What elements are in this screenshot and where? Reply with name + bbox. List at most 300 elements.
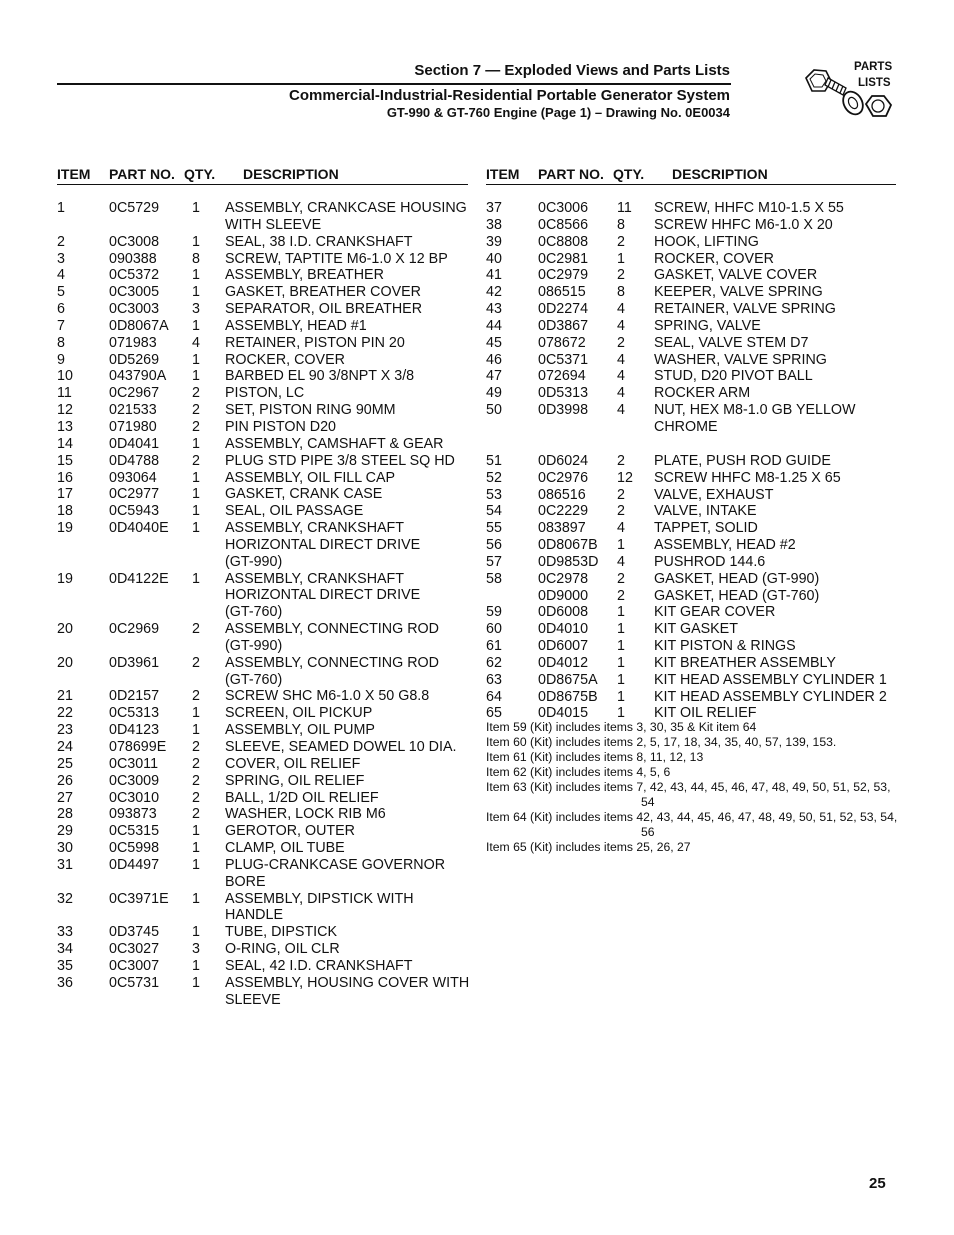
page-number: 25 bbox=[869, 1175, 886, 1192]
table-row bbox=[486, 301, 898, 318]
table-row bbox=[486, 453, 898, 470]
quantity: 2 bbox=[192, 621, 200, 638]
description: PISTON, LC bbox=[225, 385, 305, 402]
item-number: 24 bbox=[57, 739, 73, 755]
table-row bbox=[57, 891, 472, 925]
table-row bbox=[57, 470, 472, 487]
part-number: 0D4041 bbox=[109, 435, 160, 452]
quantity: 1 bbox=[617, 671, 625, 688]
table-row bbox=[57, 857, 472, 891]
part-number: 0C5943 bbox=[109, 503, 160, 520]
quantity: 4 bbox=[617, 317, 625, 334]
table-row bbox=[486, 251, 898, 268]
description: PLATE, PUSH ROD GUIDE bbox=[654, 452, 831, 469]
header-qty: QTY. bbox=[613, 166, 645, 182]
quantity: 1 bbox=[192, 486, 200, 503]
logo-word-lists: LISTS bbox=[858, 77, 891, 89]
quantity: 1 bbox=[617, 688, 625, 705]
table-row bbox=[486, 571, 898, 588]
part-number: 0D8675A bbox=[538, 671, 598, 688]
item-number: 37 bbox=[486, 200, 502, 216]
kit-note: Item 64 (Kit) includes items 42, 43, 44, 45, 46, 47, 48, 49, 50, 51, 52, 53, 54, 56 bbox=[486, 810, 898, 839]
item-number: 41 bbox=[486, 267, 502, 284]
item-number: 46 bbox=[486, 351, 502, 368]
part-number: 0D4122E bbox=[109, 570, 169, 587]
item-number: 23 bbox=[57, 722, 73, 739]
item-number: 13 bbox=[57, 418, 73, 435]
quantity: 2 bbox=[192, 654, 200, 671]
item-number: 49 bbox=[486, 385, 502, 402]
part-number: 0D4010 bbox=[538, 621, 589, 638]
parts-table-left bbox=[57, 200, 472, 1009]
part-number: 0C5371 bbox=[538, 351, 589, 368]
description: TUBE, DIPSTICK bbox=[225, 924, 338, 941]
description: KIT PISTON & RINGS bbox=[654, 638, 796, 655]
item-number: 30 bbox=[57, 840, 73, 857]
part-number: 0C2978 bbox=[538, 570, 589, 587]
part-number: 0C3007 bbox=[109, 957, 160, 974]
table-row bbox=[486, 284, 898, 301]
table-row bbox=[57, 200, 472, 234]
quantity: 2 bbox=[617, 570, 625, 587]
quantity: 1 bbox=[192, 957, 200, 974]
item-number: 2 bbox=[57, 233, 65, 250]
item-number: 17 bbox=[57, 486, 73, 503]
quantity: 2 bbox=[617, 486, 625, 503]
quantity: 1 bbox=[617, 705, 625, 722]
quantity: 4 bbox=[617, 385, 625, 402]
description: STUD, D20 PIVOT BALL bbox=[654, 368, 813, 385]
quantity: 12 bbox=[617, 469, 633, 486]
part-number: 0C8808 bbox=[538, 233, 589, 250]
table-row bbox=[486, 604, 898, 621]
description: SEAL, OIL PASSAGE bbox=[225, 503, 364, 520]
quantity: 1 bbox=[192, 856, 200, 873]
table-row bbox=[57, 806, 472, 823]
table-row bbox=[57, 722, 472, 739]
description: BALL, 1/2D OIL RELIEF bbox=[225, 789, 379, 806]
item-number: 11 bbox=[57, 385, 72, 402]
description: SCREW SHC M6-1.0 X 50 G8.8 bbox=[225, 688, 430, 705]
item-number: 33 bbox=[57, 924, 73, 941]
table-row bbox=[57, 436, 472, 453]
description: HOOK, LIFTING bbox=[654, 233, 759, 250]
header-description: DESCRIPTION bbox=[243, 166, 339, 182]
table-row bbox=[486, 638, 898, 655]
quantity: 1 bbox=[192, 570, 200, 587]
right-column-header bbox=[486, 166, 896, 185]
kit-note: Item 59 (Kit) includes items 3, 30, 35 & Kit item 64 bbox=[486, 720, 757, 734]
description: ROCKER ARM bbox=[654, 385, 751, 402]
description: PUSHROD 144.6 bbox=[654, 553, 766, 570]
table-row bbox=[57, 975, 472, 1009]
description: ASSEMBLY, OIL PUMP bbox=[225, 722, 375, 739]
part-number: 0D8067A bbox=[109, 317, 169, 334]
part-number: 0C3009 bbox=[109, 772, 160, 789]
quantity: 2 bbox=[617, 587, 625, 604]
quantity: 1 bbox=[617, 250, 625, 267]
part-number: 0D4015 bbox=[538, 705, 589, 722]
description: WASHER, VALVE SPRING bbox=[654, 351, 827, 368]
item-number: 7 bbox=[57, 317, 65, 334]
kit-note: Item 62 (Kit) includes items 4, 5, 6 bbox=[486, 765, 671, 779]
item-number: 15 bbox=[57, 452, 73, 469]
part-number: 0C5315 bbox=[109, 823, 160, 840]
description: ASSEMBLY, DIPSTICK WITH HANDLE bbox=[225, 890, 414, 924]
part-number: 0C5998 bbox=[109, 840, 160, 857]
description: BARBED EL 90 3/8NPT X 3/8 bbox=[225, 368, 415, 385]
part-number: 0D6008 bbox=[538, 604, 589, 621]
item-number: 28 bbox=[57, 806, 73, 823]
item-number: 25 bbox=[57, 755, 73, 772]
description: SCREW, TAPTITE M6-1.0 X 12 BP bbox=[225, 250, 448, 267]
item-number: 10 bbox=[57, 368, 73, 385]
table-row bbox=[57, 655, 472, 689]
table-row bbox=[486, 588, 898, 605]
kit-note: Item 60 (Kit) includes items 2, 5, 17, 18, 34, 35, 40, 57, 139, 153. bbox=[486, 735, 837, 749]
quantity: 1 bbox=[192, 284, 200, 301]
quantity: 2 bbox=[617, 503, 625, 520]
description: PLUG-CRANKCASE GOVERNOR BORE bbox=[225, 856, 446, 890]
description: VALVE, EXHAUST bbox=[654, 486, 774, 503]
description: ASSEMBLY, OIL FILL CAP bbox=[225, 469, 396, 486]
table-row bbox=[57, 739, 472, 756]
part-number: 083897 bbox=[538, 520, 586, 537]
description: PIN PISTON D20 bbox=[225, 418, 336, 435]
item-number: 22 bbox=[57, 705, 73, 722]
description: WASHER, LOCK RIB M6 bbox=[225, 806, 386, 823]
part-number: 0C3005 bbox=[109, 284, 160, 301]
item-number: 19 bbox=[57, 570, 73, 587]
quantity: 2 bbox=[192, 739, 200, 755]
quantity: 1 bbox=[617, 537, 625, 554]
table-row bbox=[57, 958, 472, 975]
table-row bbox=[57, 419, 472, 436]
table-row bbox=[486, 200, 898, 217]
description: PLUG STD PIPE 3/8 STEEL SQ HD bbox=[225, 452, 455, 469]
kit-note: Item 61 (Kit) includes items 8, 11, 12, 13 bbox=[486, 750, 704, 764]
description: KIT GEAR COVER bbox=[654, 604, 776, 621]
part-number: 021533 bbox=[109, 402, 157, 419]
part-number: 0C2969 bbox=[109, 621, 160, 638]
item-number: 65 bbox=[486, 705, 502, 722]
quantity: 2 bbox=[192, 789, 200, 806]
table-row bbox=[57, 503, 472, 520]
description: KIT HEAD ASSEMBLY CYLINDER 1 bbox=[654, 671, 887, 688]
item-number: 16 bbox=[57, 469, 73, 486]
item-number: 20 bbox=[57, 621, 73, 638]
part-number: 0C5729 bbox=[109, 200, 160, 216]
description: ASSEMBLY, CRANKSHAFT HORIZONTAL DIRECT DRIVE (GT-990) bbox=[225, 520, 421, 570]
table-row bbox=[57, 335, 472, 352]
quantity: 2 bbox=[617, 233, 625, 250]
part-number: 0C8566 bbox=[538, 216, 589, 233]
description: RETAINER, PISTON PIN 20 bbox=[225, 334, 405, 351]
quantity: 1 bbox=[192, 823, 200, 840]
part-number: 0C2967 bbox=[109, 385, 160, 402]
description: GASKET, VALVE COVER bbox=[654, 267, 818, 284]
quantity: 1 bbox=[192, 974, 200, 991]
description: GASKET, CRANK CASE bbox=[225, 486, 383, 503]
part-number: 0C3003 bbox=[109, 301, 160, 318]
description: RETAINER, VALVE SPRING bbox=[654, 301, 836, 318]
table-row bbox=[57, 705, 472, 722]
left-column-header bbox=[57, 166, 468, 185]
item-number: 62 bbox=[486, 654, 502, 671]
quantity: 1 bbox=[617, 638, 625, 655]
quantity: 3 bbox=[192, 301, 200, 318]
part-number: 0D4012 bbox=[538, 654, 589, 671]
description: KIT BREATHER ASSEMBLY bbox=[654, 654, 836, 671]
part-number: 0D5313 bbox=[538, 385, 589, 402]
part-number: 0C3010 bbox=[109, 789, 160, 806]
table-row bbox=[57, 385, 472, 402]
quantity: 4 bbox=[617, 520, 625, 537]
item-number: 1 bbox=[57, 200, 65, 216]
item-number: 5 bbox=[57, 284, 65, 301]
quantity: 2 bbox=[192, 418, 200, 435]
table-row bbox=[486, 672, 898, 689]
quantity: 1 bbox=[192, 200, 200, 216]
item-number: 40 bbox=[486, 250, 502, 267]
table-row bbox=[57, 688, 472, 705]
part-number: 0D9000 bbox=[538, 587, 589, 604]
table-row bbox=[57, 267, 472, 284]
item-number: 59 bbox=[486, 604, 502, 621]
description: TAPPET, SOLID bbox=[654, 520, 758, 537]
quantity: 1 bbox=[192, 469, 200, 486]
item-number: 57 bbox=[486, 553, 502, 570]
item-number: 47 bbox=[486, 368, 502, 385]
description: KEEPER, VALVE SPRING bbox=[654, 284, 823, 301]
quantity: 8 bbox=[617, 284, 625, 301]
table-row bbox=[57, 621, 472, 655]
part-number: 0C2977 bbox=[109, 486, 160, 503]
table-row bbox=[57, 301, 472, 318]
part-number: 0D4123 bbox=[109, 722, 160, 739]
item-number: 60 bbox=[486, 621, 502, 638]
description: SEAL, VALVE STEM D7 bbox=[654, 334, 809, 351]
item-number: 6 bbox=[57, 301, 65, 318]
description: SCREW, HHFC M10-1.5 X 55 bbox=[654, 200, 844, 216]
description: GASKET, BREATHER COVER bbox=[225, 284, 421, 301]
table-row bbox=[57, 402, 472, 419]
description: ASSEMBLY, CONNECTING ROD (GT-990) bbox=[225, 621, 439, 654]
quantity: 1 bbox=[617, 604, 625, 621]
quantity: 4 bbox=[617, 402, 625, 419]
part-number: 0C3971E bbox=[109, 890, 169, 907]
part-number: 086515 bbox=[538, 284, 586, 301]
part-number: 072694 bbox=[538, 368, 586, 385]
part-number: 078699E bbox=[109, 739, 167, 755]
item-number: 26 bbox=[57, 772, 73, 789]
description: ASSEMBLY, HEAD #1 bbox=[225, 317, 367, 334]
kit-note: Item 63 (Kit) includes items 7, 42, 43, 44, 45, 46, 47, 48, 49, 50, 51, 52, 53, 54 bbox=[486, 780, 891, 809]
description: O-RING, OIL CLR bbox=[225, 941, 340, 958]
table-row bbox=[486, 655, 898, 672]
table-row bbox=[57, 571, 472, 622]
part-number: 071983 bbox=[109, 334, 157, 351]
item-number: 58 bbox=[486, 570, 502, 587]
description: GASKET, HEAD (GT-760) bbox=[654, 587, 820, 604]
item-number: 8 bbox=[57, 334, 65, 351]
row-spacer bbox=[486, 436, 898, 453]
item-number: 20 bbox=[57, 654, 73, 671]
quantity: 1 bbox=[192, 890, 200, 907]
quantity: 1 bbox=[192, 351, 200, 368]
part-number: 093064 bbox=[109, 469, 157, 486]
part-number: 043790A bbox=[109, 368, 167, 385]
part-number: 0C3008 bbox=[109, 233, 160, 250]
section-title: Section 7 — Exploded Views and Parts Lists bbox=[414, 62, 730, 79]
description: SCREW HHFC M8-1.25 X 65 bbox=[654, 469, 841, 486]
header-part-no: PART NO. bbox=[109, 166, 175, 182]
item-number: 45 bbox=[486, 334, 502, 351]
item-number: 35 bbox=[57, 957, 73, 974]
table-row bbox=[57, 520, 472, 571]
table-row bbox=[486, 689, 898, 706]
quantity: 1 bbox=[192, 840, 200, 857]
table-row bbox=[57, 941, 472, 958]
description: KIT OIL RELIEF bbox=[654, 705, 757, 722]
part-number: 0D6024 bbox=[538, 452, 589, 469]
table-row bbox=[57, 790, 472, 807]
part-number: 0D4788 bbox=[109, 452, 160, 469]
item-number: 64 bbox=[486, 688, 502, 705]
item-number: 14 bbox=[57, 435, 73, 452]
item-number: 61 bbox=[486, 638, 502, 655]
quantity: 2 bbox=[192, 452, 200, 469]
part-number: 0C5731 bbox=[109, 974, 160, 991]
description: ASSEMBLY, CRANKSHAFT HORIZONTAL DIRECT DRIVE (GT-760) bbox=[225, 570, 421, 621]
item-number: 19 bbox=[57, 520, 73, 537]
item-number: 3 bbox=[57, 250, 65, 267]
item-number: 31 bbox=[57, 856, 73, 873]
description: SPRING, VALVE bbox=[654, 317, 761, 334]
part-number: 0D3745 bbox=[109, 924, 160, 941]
quantity: 1 bbox=[192, 267, 200, 284]
item-number: 27 bbox=[57, 789, 73, 806]
description: KIT GASKET bbox=[654, 621, 738, 638]
description: SEAL, 38 I.D. CRANKSHAFT bbox=[225, 233, 413, 250]
quantity: 2 bbox=[192, 688, 200, 705]
quantity: 2 bbox=[617, 452, 625, 469]
description: ASSEMBLY, CRANKCASE HOUSING WITH SLEEVE bbox=[225, 200, 467, 233]
quantity: 4 bbox=[617, 351, 625, 368]
kit-notes bbox=[486, 720, 898, 855]
quantity: 1 bbox=[192, 520, 200, 537]
table-row bbox=[57, 368, 472, 385]
table-row bbox=[486, 402, 898, 436]
table-row bbox=[486, 352, 898, 369]
table-row bbox=[486, 621, 898, 638]
document-title: Commercial-Industrial-Residential Portable Generator System bbox=[289, 87, 730, 104]
item-number: 55 bbox=[486, 520, 502, 537]
description: GASKET, HEAD (GT-990) bbox=[654, 570, 820, 587]
part-number: 0D3998 bbox=[538, 402, 589, 419]
part-number: 0D9853D bbox=[538, 553, 599, 570]
table-row bbox=[57, 486, 472, 503]
table-row bbox=[57, 924, 472, 941]
part-number: 0C3011 bbox=[109, 755, 159, 772]
item-number: 36 bbox=[57, 974, 73, 991]
table-row bbox=[486, 217, 898, 234]
quantity: 4 bbox=[617, 368, 625, 385]
item-number: 51 bbox=[486, 452, 502, 469]
item-number: 29 bbox=[57, 823, 73, 840]
quantity: 8 bbox=[617, 216, 625, 233]
part-number: 0C5313 bbox=[109, 705, 160, 722]
table-row bbox=[57, 352, 472, 369]
quantity: 1 bbox=[192, 435, 200, 452]
drawing-subtitle: GT-990 & GT-760 Engine (Page 1) – Drawing No. 0E0034 bbox=[386, 105, 730, 120]
part-number: 0D5269 bbox=[109, 351, 160, 368]
part-number: 0C2979 bbox=[538, 267, 589, 284]
part-number: 0D4040E bbox=[109, 520, 169, 537]
header-qty: QTY. bbox=[184, 166, 216, 182]
table-row bbox=[486, 385, 898, 402]
item-number: 12 bbox=[57, 402, 73, 419]
table-row bbox=[486, 318, 898, 335]
description: ROCKER, COVER bbox=[654, 250, 774, 267]
quantity: 1 bbox=[192, 705, 200, 722]
description: NUT, HEX M8-1.0 GB YELLOW CHROME bbox=[654, 402, 856, 435]
part-number: 093873 bbox=[109, 806, 157, 823]
quantity: 2 bbox=[617, 267, 625, 284]
item-number: 63 bbox=[486, 671, 502, 688]
item-number: 32 bbox=[57, 890, 73, 907]
description: ROCKER, COVER bbox=[225, 351, 345, 368]
quantity: 1 bbox=[192, 503, 200, 520]
table-row bbox=[486, 335, 898, 352]
description: SET, PISTON RING 90MM bbox=[225, 402, 396, 419]
description: SCREEN, OIL PICKUP bbox=[225, 705, 373, 722]
quantity: 2 bbox=[617, 334, 625, 351]
header-description: DESCRIPTION bbox=[672, 166, 768, 182]
part-number: 0D2274 bbox=[538, 301, 589, 318]
table-row bbox=[57, 251, 472, 268]
part-number: 090388 bbox=[109, 250, 157, 267]
quantity: 4 bbox=[617, 301, 625, 318]
parts-table-right bbox=[486, 200, 898, 722]
table-row bbox=[486, 520, 898, 537]
item-number: 38 bbox=[486, 216, 502, 233]
table-row bbox=[486, 487, 898, 504]
part-number: 0D3867 bbox=[538, 317, 589, 334]
parts-lists-logo-icon bbox=[800, 58, 900, 130]
description: ASSEMBLY, CONNECTING ROD (GT-760) bbox=[225, 654, 439, 688]
item-number: 42 bbox=[486, 284, 502, 301]
part-number: 0D6007 bbox=[538, 638, 589, 655]
description: ASSEMBLY, CAMSHAFT & GEAR bbox=[225, 435, 444, 452]
part-number: 0C5372 bbox=[109, 267, 160, 284]
header-part-no: PART NO. bbox=[538, 166, 604, 182]
quantity: 2 bbox=[192, 385, 200, 402]
description: VALVE, INTAKE bbox=[654, 503, 757, 520]
quantity: 2 bbox=[192, 806, 200, 823]
item-number: 54 bbox=[486, 503, 502, 520]
description: SLEEVE, SEAMED DOWEL 10 DIA. bbox=[225, 739, 457, 755]
table-row bbox=[57, 453, 472, 470]
description: KIT HEAD ASSEMBLY CYLINDER 2 bbox=[654, 688, 887, 705]
description: COVER, OIL RELIEF bbox=[225, 755, 361, 772]
table-row bbox=[486, 554, 898, 571]
header-item: ITEM bbox=[486, 166, 520, 182]
part-number: 071980 bbox=[109, 418, 157, 435]
quantity: 4 bbox=[192, 334, 200, 351]
table-row bbox=[486, 368, 898, 385]
header-item: ITEM bbox=[57, 166, 91, 182]
